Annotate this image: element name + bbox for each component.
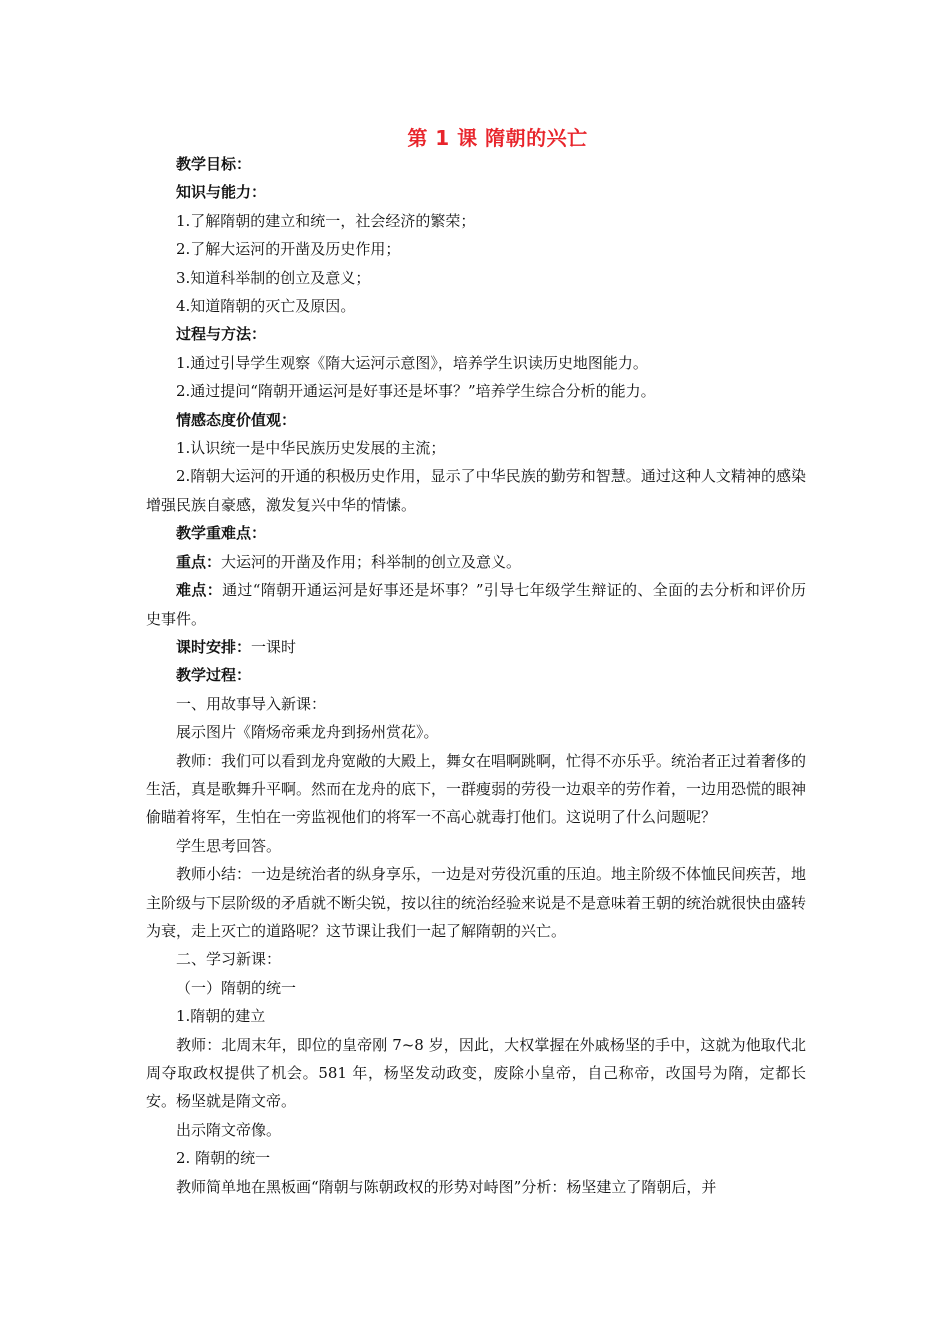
paragraph: 教师小结：一边是统治者的纵身享乐，一边是对劳役沉重的压迫。地主阶级不体恤民间疾苦，地主阶级与下层阶级的矛盾就不断尖锐，按以往的统治经验来说是不是意味着王朝的统治就很快由盛转为衰，走上灭亡的道路呢？这节课让我们一起了解隋朝的兴亡。 [146, 865, 807, 940]
difficult-point-label: 难点： [176, 581, 223, 600]
teaching-process-heading: 教学过程： [176, 666, 252, 685]
emotion-heading: 情感态度价值观： [176, 410, 297, 429]
knowledge-item: 2.了解大运河的开凿及历史作用； [176, 240, 401, 259]
difficult-point-text: 通过“隋朝开通运河是好事还是坏事？”引导七年级学生辩证的、全面的去分析和评价历史事件。 [146, 581, 806, 628]
key-point [146, 548, 806, 576]
knowledge-item: 4.知道隋朝的灭亡及原因。 [176, 297, 356, 316]
schedule-text: 一课时 [251, 637, 297, 656]
paragraph: 教师：我们可以看到龙舟宽敞的大殿上，舞女在唱啊跳啊，忙得不亦乐乎。统治者正过着奢侈的生活，真是歌舞升平啊。然而在龙舟的底下，一群瘦弱的劳役一边艰辛的劳作着，一边用恐慌的眼神偷瞄着将军，生怕在一旁监视他们的将军一不高心就毒打他们。这说明了什么问题呢？ [146, 751, 807, 827]
paragraph: 教师简单地在黑板画“隋朝与陈朝政权的形势对峙图”分析：杨坚建立了隋朝后，并 [176, 1177, 717, 1196]
document-body [146, 150, 806, 1201]
knowledge-item: 3.知道科举制的创立及意义； [176, 268, 371, 287]
paragraph: 展示图片《隋炀帝乘龙舟到扬州赏花》。 [176, 723, 439, 742]
process-item: 2.通过提问“隋朝开通运河是好事还是坏事？”培养学生综合分析的能力。 [176, 382, 656, 401]
section-heading: 一、用故事导入新课： [176, 694, 327, 713]
subsection-item: 1.隋朝的建立 [176, 1007, 266, 1026]
schedule [146, 633, 806, 661]
emotion-item: 1.认识统一是中华民族历史发展的主流； [176, 439, 446, 458]
key-point-text: 大运河的开凿及作用；科举制的创立及意义。 [221, 552, 522, 571]
process-item: 1.通过引导学生观察《隋大运河示意图》，培养学生识读历史地图能力。 [176, 353, 648, 372]
lesson-title: 第 1 课 隋朝的兴亡 [407, 126, 588, 150]
knowledge-heading: 知识与能力： [176, 183, 267, 202]
paragraph: 教师：北周末年，即位的皇帝刚 7~8 岁，因此，大权掌握在外戚杨坚的手中，这就为他取代北周夺取政权提供了机会。581 年，杨坚发动政变，废除小皇帝，自己称帝，改国号为隋，定都长安。杨坚就是隋文帝。 [146, 1035, 806, 1111]
emotion-item: 2.隋朝大运河的开通的积极历史作用，显示了中华民族的勤劳和智慧。通过这种人文精神的感染增强民族自豪感，激发复兴中华的情愫。 [146, 467, 806, 514]
schedule-label: 课时安排： [176, 637, 252, 656]
process-heading: 过程与方法： [176, 325, 267, 344]
subsection-item: 2. 隋朝的统一 [176, 1149, 271, 1168]
difficult-point [146, 576, 806, 633]
paragraph: 学生思考回答。 [176, 836, 282, 855]
goals-heading: 教学目标： [176, 155, 252, 173]
paragraph: 出示隋文帝像。 [176, 1120, 282, 1139]
section-heading: 二、学习新课： [176, 950, 282, 969]
knowledge-item: 1.了解隋朝的建立和统一，社会经济的繁荣； [176, 211, 476, 230]
subsection-heading: （一）隋朝的统一 [176, 978, 297, 997]
key-points-heading: 教学重难点： [176, 524, 267, 543]
key-point-label: 重点： [176, 552, 222, 571]
